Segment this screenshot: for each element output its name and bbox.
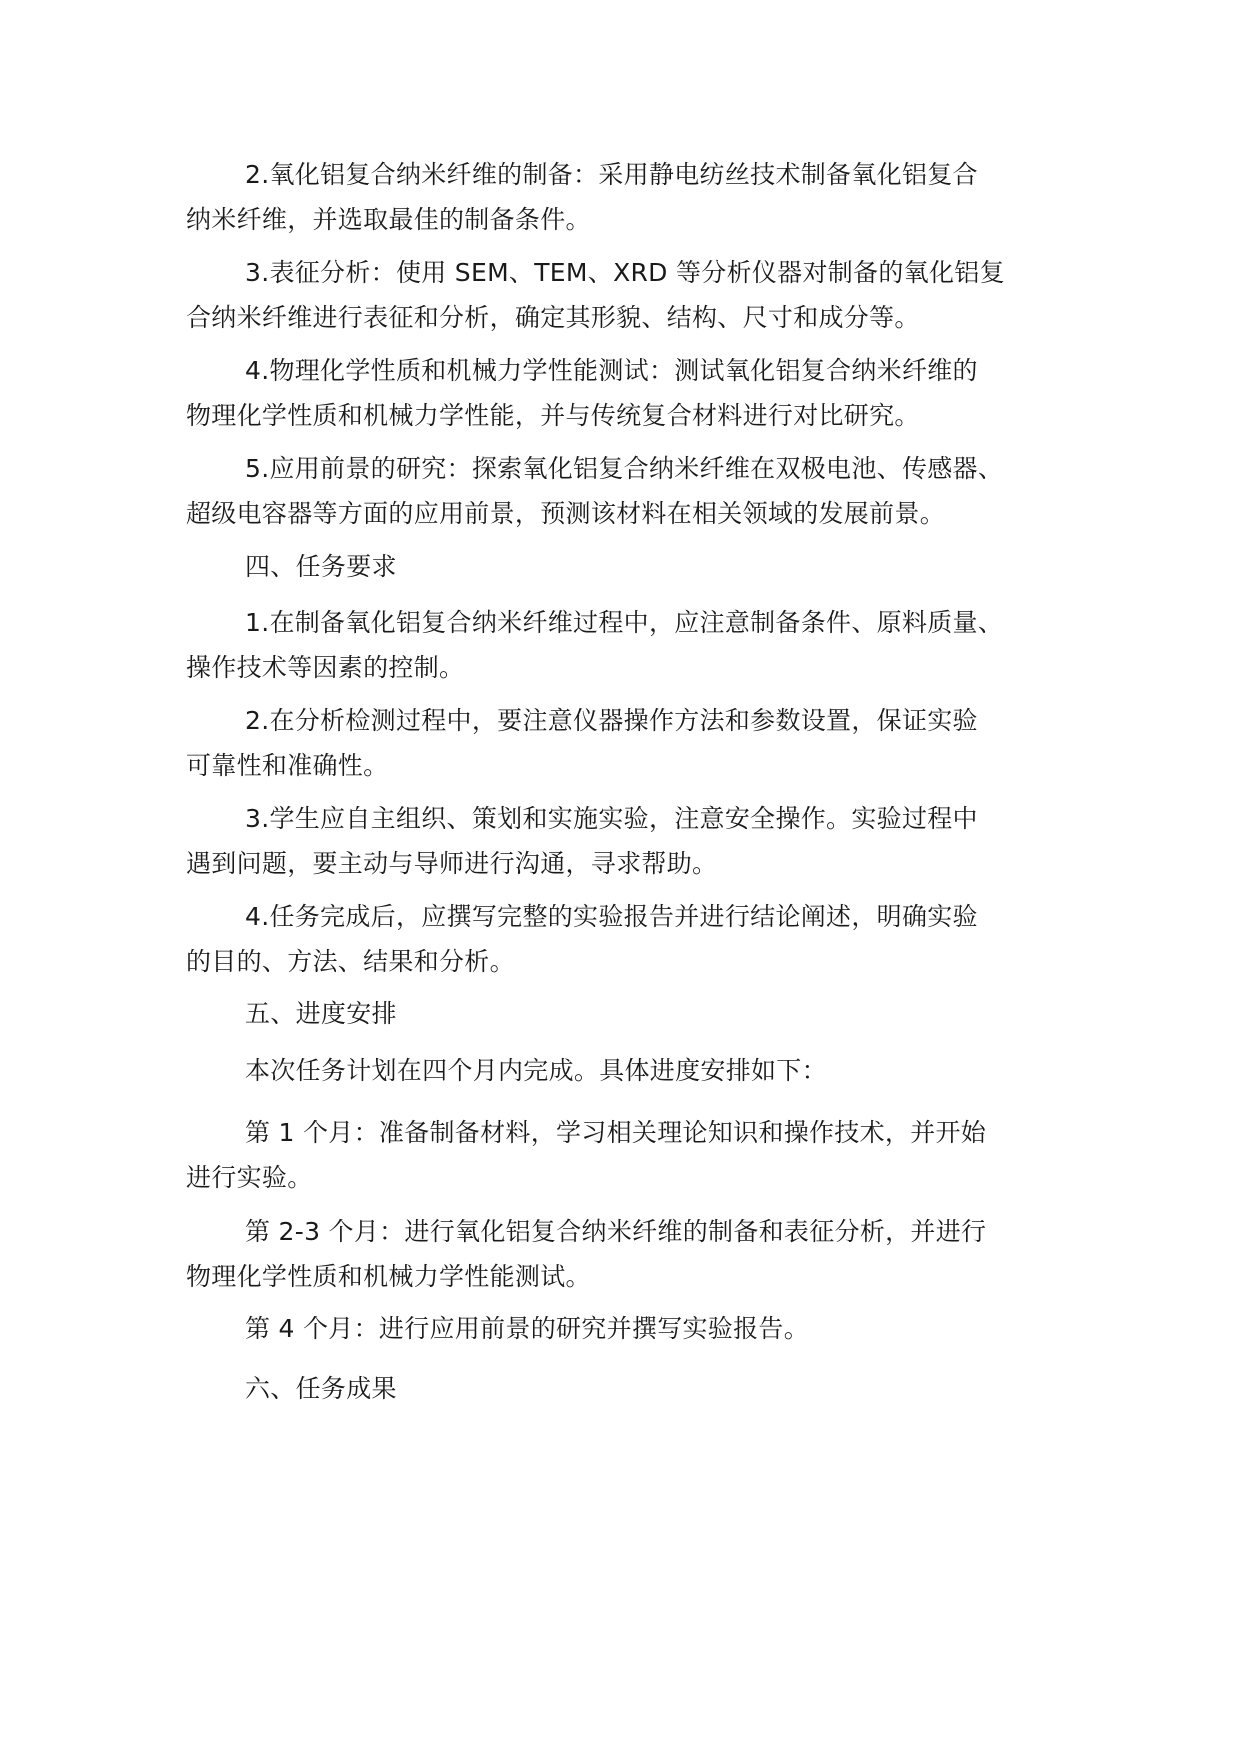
paragraph-line: 遇到问题，要主动与导师进行沟通，寻求帮助。 <box>186 849 718 878</box>
paragraph-line: 物理化学性质和机械力学性能，并与传统复合材料进行对比研究。 <box>186 401 920 430</box>
paragraph-line: 2.氧化铝复合纳米纤维的制备：采用静电纺丝技术制备氧化铝复合 <box>245 160 978 189</box>
paragraph-line: 纳米纤维，并选取最佳的制备条件。 <box>186 205 591 234</box>
paragraph-line: 第 4 个月：进行应用前景的研究并撰写实验报告。 <box>245 1314 810 1343</box>
paragraph-line: 合纳米纤维进行表征和分析，确定其形貌、结构、尺寸和成分等。 <box>186 303 920 332</box>
paragraph-line: 4.物理化学性质和机械力学性能测试：测试氧化铝复合纳米纤维的 <box>245 356 978 385</box>
paragraph-line: 3.学生应自主组织、策划和实施实验，注意安全操作。实验过程中 <box>245 804 978 833</box>
paragraph-line: 5.应用前景的研究：探索氧化铝复合纳米纤维在双极电池、传感器、 <box>245 454 1004 483</box>
section-heading-results <box>186 1366 1086 1411</box>
section-heading: 六、任务成果 <box>245 1374 397 1403</box>
paragraph-line: 2.在分析检测过程中，要注意仪器操作方法和参数设置，保证实验 <box>245 706 978 735</box>
section-heading: 四、任务要求 <box>245 552 397 581</box>
paragraph-requirement-3 <box>186 796 1086 886</box>
section-heading: 五、进度安排 <box>245 999 397 1028</box>
paragraph-month-1 <box>186 1110 1086 1200</box>
paragraph-line: 1.在制备氧化铝复合纳米纤维过程中，应注意制备条件、原料质量、 <box>245 608 1004 637</box>
paragraph-requirement-2 <box>186 698 1086 788</box>
paragraph-preparation <box>186 152 1086 242</box>
paragraph-requirement-1 <box>186 600 1086 690</box>
paragraph-line: 操作技术等因素的控制。 <box>186 653 465 682</box>
paragraph-line: 可靠性和准确性。 <box>186 751 389 780</box>
paragraph-line: 第 1 个月：准备制备材料，学习相关理论知识和操作技术，并开始 <box>245 1118 987 1147</box>
paragraph-line: 超级电容器等方面的应用前景，预测该材料在相关领域的发展前景。 <box>186 499 946 528</box>
paragraph-schedule-intro <box>186 1048 1086 1093</box>
paragraph-month-2-3 <box>186 1209 1086 1299</box>
paragraph-month-4 <box>186 1306 1086 1351</box>
paragraph-line: 物理化学性质和机械力学性能测试。 <box>186 1262 591 1291</box>
paragraph-line: 4.任务完成后，应撰写完整的实验报告并进行结论阐述，明确实验 <box>245 902 978 931</box>
section-heading-requirements <box>186 544 1086 589</box>
paragraph-line: 本次任务计划在四个月内完成。具体进度安排如下： <box>245 1056 827 1085</box>
paragraph-application-prospects <box>186 446 1086 536</box>
paragraph-line: 的目的、方法、结果和分析。 <box>186 947 515 976</box>
paragraph-line: 第 2-3 个月：进行氧化铝复合纳米纤维的制备和表征分析，并进行 <box>245 1217 987 1246</box>
paragraph-line: 3.表征分析：使用 SEM、TEM、XRD 等分析仪器对制备的氧化铝复 <box>245 258 1005 287</box>
paragraph-characterization <box>186 250 1086 340</box>
paragraph-requirement-4 <box>186 894 1086 984</box>
paragraph-line: 进行实验。 <box>186 1163 313 1192</box>
paragraph-property-testing <box>186 348 1086 438</box>
section-heading-schedule <box>186 991 1086 1036</box>
